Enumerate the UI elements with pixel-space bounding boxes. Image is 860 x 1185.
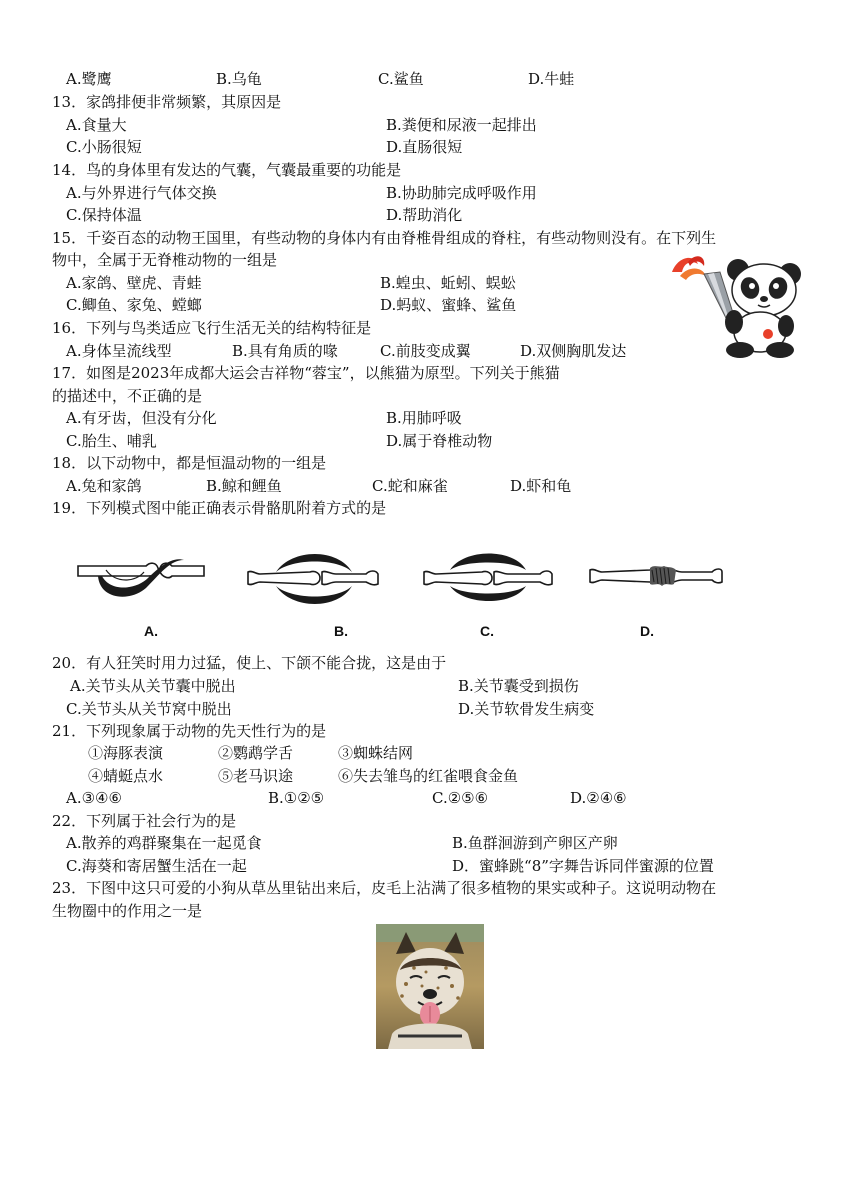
item-5: ⑤老马识途	[218, 767, 294, 785]
dog-photo	[376, 924, 484, 1049]
option-c: C.小肠很短	[66, 138, 142, 156]
question-15-stem: 15．千姿百态的动物王国里，有些动物的身体内有由脊椎骨组成的脊柱，有些动物则没有。在下列生	[52, 229, 717, 247]
figure-label-a: A.	[144, 623, 158, 639]
question-15-stem-cont: 物中，全属于无脊椎动物的一组是	[52, 251, 278, 269]
option-d: D.虾和龟	[510, 477, 572, 495]
option-d: D.直肠很短	[386, 138, 463, 156]
question-18-stem: 18．以下动物中，都是恒温动物的一组是	[52, 454, 327, 472]
figure-label-b: B.	[334, 623, 348, 639]
option-d: D.②④⑥	[570, 789, 627, 807]
item-1: ①海豚表演	[88, 744, 164, 762]
question-21-stem: 21．下列现象属于动物的先天性行为的是	[52, 722, 327, 740]
option-b: B.用肺呼吸	[386, 409, 462, 427]
option-a: A.③④⑥	[66, 789, 122, 807]
option-d: D.关节软骨发生病变	[458, 700, 595, 718]
option-b: B.乌龟	[216, 70, 262, 88]
option-c: C.前肢变成翼	[380, 342, 471, 360]
option-b: B.鱼群洄游到产卵区产卵	[452, 834, 618, 852]
option-d: D.属于脊椎动物	[386, 432, 493, 450]
question-22-stem: 22．下列属于社会行为的是	[52, 812, 237, 830]
muscle-diagram-d	[588, 556, 724, 596]
option-b: B.蝗虫、蚯蚓、蜈蚣	[380, 274, 516, 292]
option-c: C.保持体温	[66, 206, 142, 224]
item-6: ⑥失去雏鸟的红雀喂食金鱼	[338, 767, 519, 785]
option-d: D．蜜蜂跳“8”字舞告诉同伴蜜源的位置	[452, 857, 714, 875]
question-17-stem: 17．如图是2023年成都大运会吉祥物“蓉宝”，以熊猫为原型。下列关于熊猫	[52, 364, 560, 382]
muscle-diagram-c	[422, 548, 554, 610]
option-c: C.胎生、哺乳	[66, 432, 157, 450]
option-a: A.与外界进行气体交换	[66, 184, 217, 202]
question-23-stem-cont: 生物圈中的作用之一是	[52, 902, 203, 920]
option-d: D.双侧胸肌发达	[520, 342, 627, 360]
option-b: B.关节囊受到损伤	[458, 677, 579, 695]
option-b: B.具有角质的喙	[232, 342, 338, 360]
question-19-stem: 19．下列模式图中能正确表示骨骼肌附着方式的是	[52, 499, 387, 517]
item-4: ④蜻蜓点水	[88, 767, 164, 785]
muscle-diagram-b	[246, 548, 380, 610]
option-c: C.鲨鱼	[378, 70, 424, 88]
option-a: A.有牙齿，但没有分化	[66, 409, 217, 427]
option-a: A.散养的鸡群聚集在一起觅食	[66, 834, 262, 852]
option-c: C.②⑤⑥	[432, 789, 489, 807]
muscle-diagram-a	[76, 548, 206, 610]
option-c: C.蛇和麻雀	[372, 477, 448, 495]
item-2: ②鹦鹉学舌	[218, 744, 294, 762]
figure-label-c: C.	[480, 623, 494, 639]
question-13-stem: 13．家鸽排便非常频繁，其原因是	[52, 93, 282, 111]
figure-label-d: D.	[640, 623, 654, 639]
question-17-stem-cont: 的描述中，不正确的是	[52, 387, 203, 405]
question-14-stem: 14．鸟的身体里有发达的气囊，气囊最重要的功能是	[52, 161, 402, 179]
option-b: B.①②⑤	[268, 789, 325, 807]
option-c: C.鲫鱼、家兔、螳螂	[66, 296, 202, 314]
item-3: ③蜘蛛结网	[338, 744, 414, 762]
option-a: A.关节头从关节囊中脱出	[70, 677, 236, 695]
option-d: D.蚂蚁、蜜蜂、鲨鱼	[380, 296, 517, 314]
question-20-stem: 20．有人狂笑时用力过猛，使上、下颌不能合拢，这是由于	[52, 654, 447, 672]
option-c: C.海葵和寄居蟹生活在一起	[66, 857, 247, 875]
option-c: C.关节头从关节窝中脱出	[66, 700, 232, 718]
question-23-stem: 23．下图中这只可爱的小狗从草丛里钻出来后，皮毛上沾满了很多植物的果实或种子。这说明动物在	[52, 879, 717, 897]
option-b: B.粪便和尿液一起排出	[386, 116, 537, 134]
option-d: D.帮助消化	[386, 206, 463, 224]
option-d: D.牛蛙	[528, 70, 575, 88]
option-a: A.身体呈流线型	[66, 342, 172, 360]
panda-mascot-figure	[668, 252, 808, 360]
question-16-stem: 16．下列与鸟类适应飞行生活无关的结构特征是	[52, 319, 372, 337]
option-a: A.兔和家鸽	[66, 477, 142, 495]
option-b: B.鲸和鲤鱼	[206, 477, 282, 495]
option-a: A.鹭鹰	[66, 70, 112, 88]
option-b: B.协助肺完成呼吸作用	[386, 184, 537, 202]
option-a: A.家鸽、壁虎、青蛙	[66, 274, 202, 292]
option-a: A.食量大	[66, 116, 127, 134]
